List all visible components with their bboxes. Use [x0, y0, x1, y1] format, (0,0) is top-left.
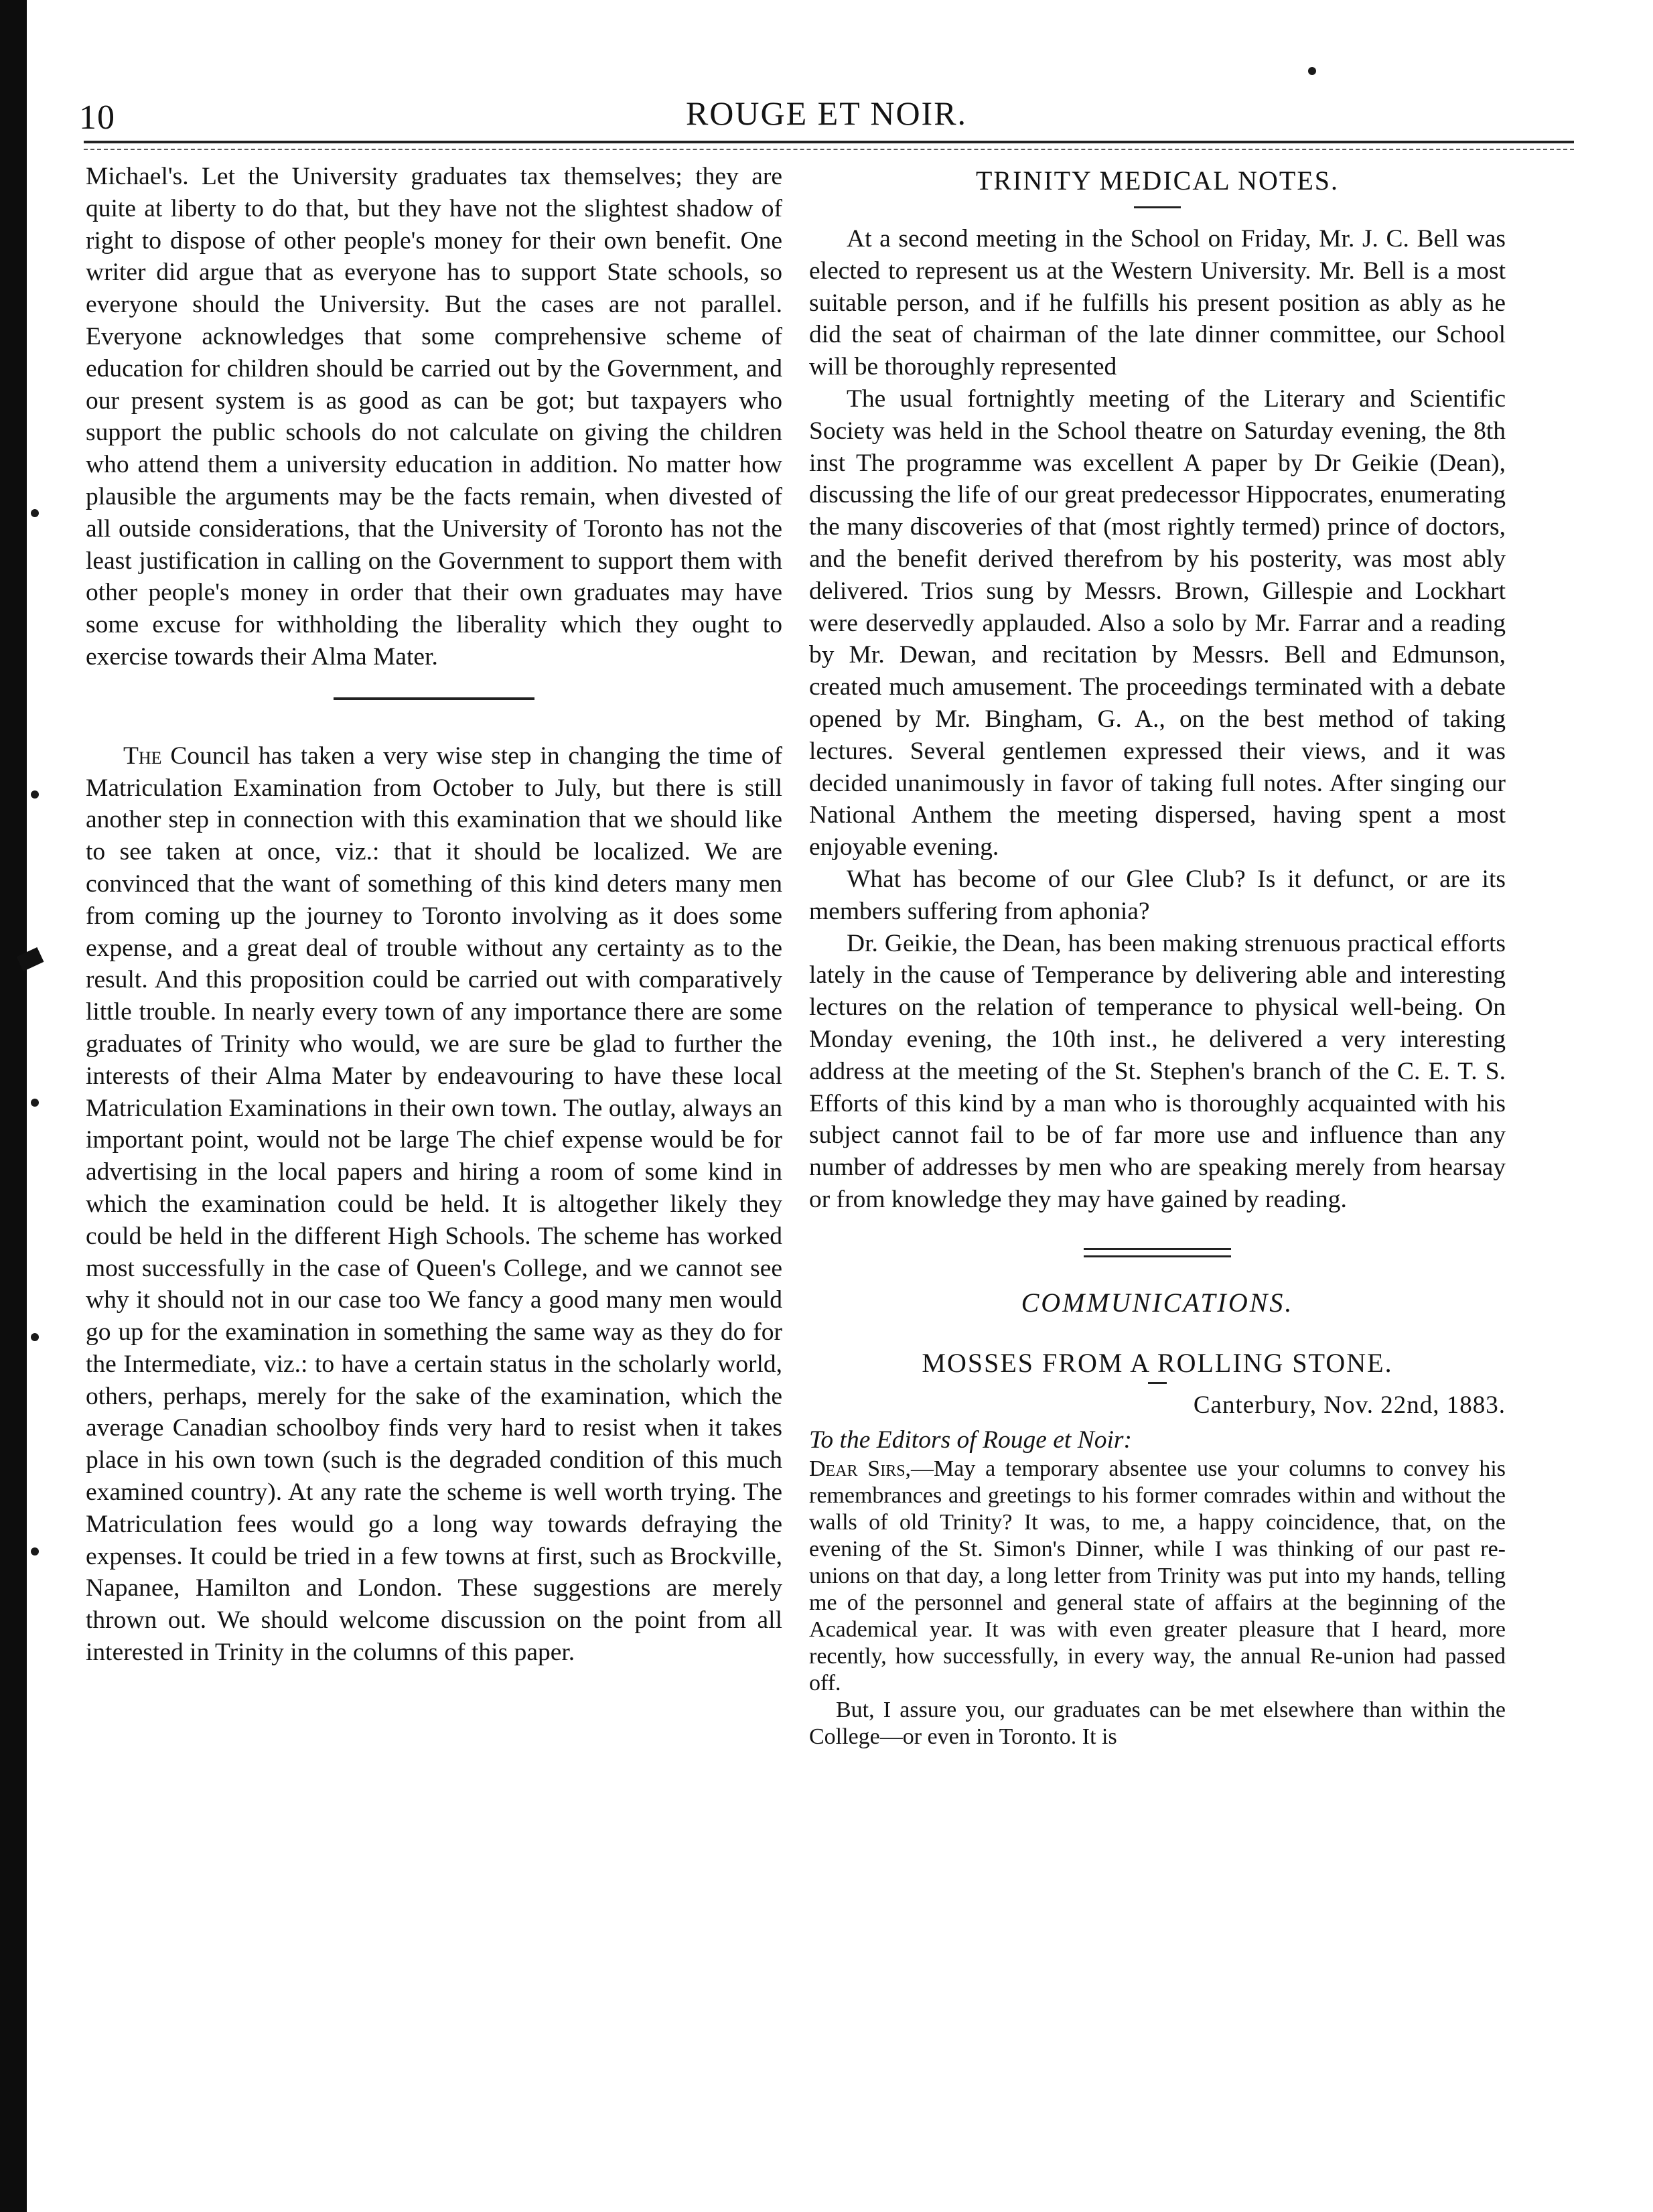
- left-column: [86, 161, 782, 1669]
- article-paragraph: Michael's. Let the University graduates tax themselves; they are quite at liberty to do that, but they have not the slightest shadow of right to dispose of other people's money for their own benefit. One writer did argue that as everyone has to support State schools, so everyone should the University. But the cases are not parallel. Everyone acknowledges that some comprehensive scheme of education for children should be carried out by the Government, and our present system is as good as can be got; but taxpayers who support the public schools do not calculate on giving the children who attend them a university education in addition. No matter how plausible the arguments may be the facts remain, when divested of all outside considerations, that the University of Toronto has not the least justification in calling on the Government to support them with other people's money in order that their own graduates may have some excuse for withholding the liberality which they ought to exercise towards their Alma Mater.: [86, 163, 782, 671]
- letter-salutation: To the Editors of Rouge et Noir:: [809, 1426, 1132, 1454]
- letter-dateline: Canterbury, Nov. 22nd, 1883.: [1193, 1391, 1506, 1419]
- section-rule: [334, 697, 534, 700]
- header-rule-dashed: [84, 149, 1574, 150]
- margin-dot: [31, 509, 39, 517]
- binding-edge: [0, 0, 27, 2212]
- section-title: TRINITY MEDICAL NOTES.: [975, 165, 1340, 196]
- paragraph-lead-word: The: [123, 742, 162, 770]
- letter-paragraph: But, I assure you, our graduates can be met elsewhere than within the College—or even in Toronto. It is: [809, 1698, 1506, 1750]
- section-separator: [809, 1248, 1506, 1257]
- margin-dot: [31, 1547, 39, 1556]
- news-paragraph: The usual fortnightly meeting of the Literary and Scientific Society was held in the School theatre on Saturday evening, the 8th inst The programme was excellent A paper by Dr Geikie (Dean), discussing the life of our great predecessor Hippocrates, enumerating the many discoveries of that (most rightly termed) prince of doctors, and the benefit derived therefrom by his posterity, was most ably delivered. Trios sung by Messrs. Brown, Gillespie and Lockhart were deservedly applauded. Also a solo by Mr. Farrar and a reading by Mr. Dewan, and recitation by Messrs. Bell and Edmunson, created much amusement. The proceedings terminated with a debate opened by Mr. Bingham, G. A., on the best method of taking lectures. Several gentlemen expressed their views, and it was decided unanimously in favor of taking full notes. After singing our National Anthem the meeting dispersed, having spent a most enjoyable evening.: [809, 385, 1506, 861]
- page-number: 10: [79, 98, 115, 137]
- letter-opening-caps: Dear Sirs,: [809, 1456, 912, 1482]
- right-column: [809, 161, 1506, 1750]
- margin-dot: [1308, 67, 1316, 75]
- letter-title: MOSSES FROM A ROLLING STONE.: [922, 1347, 1393, 1378]
- letter-paragraph-text: —May a temporary absentee use your columns to convey his remembrances and greetings to his former comrades within and without the walls of old Trinity? It was, to me, a happy coincidence, that, on the evening of the St. Simon's Dinner, while I was thinking of our past re-unions on that day, a long letter from Trinity was put into my hands, telling me of the personnel and general state of affairs at the beginning of the Academical year. It was with even greater pleasure that I heard, more recently, how successfully, in every way, the annual Re-union had passed off.: [809, 1456, 1506, 1696]
- margin-dot: [31, 1099, 39, 1107]
- separator-rule: [1084, 1255, 1231, 1257]
- title-dash: [1148, 1382, 1167, 1384]
- title-rule: [1134, 206, 1181, 208]
- running-title: ROUGE ET NOIR.: [685, 94, 968, 132]
- margin-dot: [31, 790, 39, 799]
- news-paragraph: At a second meeting in the School on Friday, Mr. J. C. Bell was elected to represent us at the Western University. Mr. Bell is a most suitable person, and if he fulfills his present position as ably as he did the seat of chairman of the late dinner committee, our School will be thoroughly represented: [809, 225, 1506, 381]
- news-paragraph: What has become of our Glee Club? Is it defunct, or are its members suffering from aphonia?: [809, 865, 1506, 925]
- news-paragraph: Dr. Geikie, the Dean, has been making strenuous practical efforts lately in the cause of Temperance by delivering able and interesting lectures on the relation of temperance to physical well-being. On Monday evening, the 10th inst., he delivered a very interesting address at the meeting of the St. Stephen's branch of the C. E. T. S. Efforts of this kind by a man who is thoroughly acquainted with his subject cannot fail to be of far more use and influence than any number of addresses by men who are speaking merely from hearsay or from knowledge they may have gained by reading.: [809, 929, 1506, 1213]
- letter-paragraph: [809, 1456, 1506, 1697]
- separator-rule: [1084, 1248, 1231, 1250]
- margin-dot: [31, 1333, 39, 1341]
- communications-heading: COMMUNICATIONS.: [1021, 1287, 1294, 1318]
- letter-body: [809, 1456, 1506, 1750]
- article-paragraph: [86, 740, 782, 1669]
- header-rule: [84, 141, 1574, 143]
- paragraph-body: Council has taken a very wise step in changing the time of Matriculation Examination from October to July, but there is still another step in connection with this examination that we should like to see taken at once, viz.: that it should be localized. We are convinced that the want of something of this kind deters many men from coming up the journey to Toronto involving as it does some expense, and a great deal of trouble without any certainty as to the result. And this proposition could be carried out with comparatively little trouble. In nearly every town of any importance there are some graduates of Trinity who would, we are sure be glad to further the interests of their Alma Mater by endeavouring to have these local Matriculation Examinations in their own town. The outlay, always an important point, would not be large The chief expense would be for advertising in the local papers and hiring a room of some kind in which the examination could be held. It is altogether likely they could be held in the different High Schools. The scheme has worked most successfully in the case of Queen's College, and we cannot see why it should not in our case too We fancy a good many men would go up for the examination in something the same way as they do for the Intermediate, viz.: to have a certain status in the scholarly world, others, perhaps, merely for the sake of the examination, which the average Canadian schoolboy finds very hard to resist when it takes place in his own town (such is the degraded condition of this much examined country). At any rate the scheme is well worth trying. The Matriculation fees would go a long way towards defraying the expenses. It could be tried in a few towns at first, such as Brockville, Napanee, Hamilton and London. These suggestions are merely thrown out. We should welcome discussion on the point from all interested in Trinity in the columns of this paper.: [86, 742, 783, 1667]
